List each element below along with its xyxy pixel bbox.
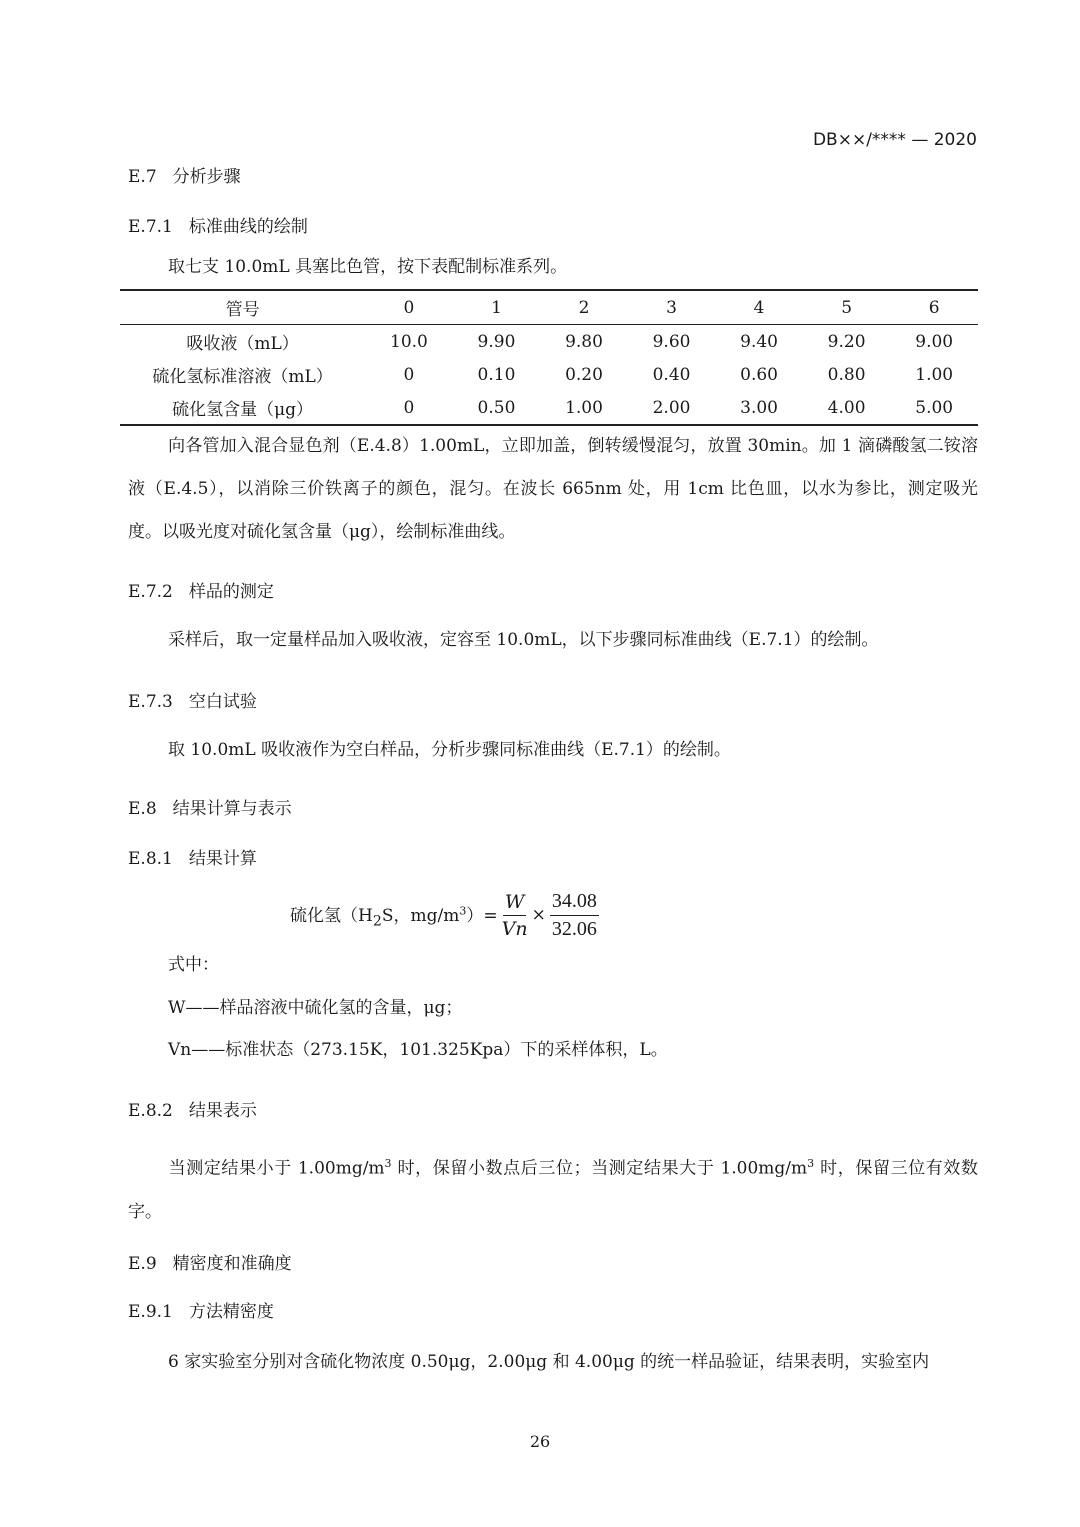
times-sign: × [531, 905, 546, 925]
heading-e81 [128, 844, 257, 869]
table-cell: 0 [403, 397, 415, 418]
section-title: 样品的测定 [188, 582, 274, 602]
section-title: 空白试验 [188, 692, 257, 712]
section-number: E.8.2 [128, 1101, 173, 1121]
numerator: 34.08 [550, 890, 599, 916]
heading-e72 [128, 577, 274, 602]
denominator: Vn [501, 917, 528, 940]
paragraph-e91-body: 6 家实验室分别对含硫化物浓度 0.50μg，2.00μg 和 4.00μg 的统一样品验证，结果表明，实验室内 [168, 1352, 930, 1372]
section-title: 结果计算与表示 [172, 799, 292, 819]
table-cell: 0 [403, 364, 415, 385]
section-number: E.7.1 [128, 217, 173, 237]
section-number: E.8.1 [128, 849, 173, 869]
table-cell: 9.80 [565, 331, 603, 352]
paragraph-e82-body: 当测定结果小于 $1.00mg/m^3$ 时，保留小数点后三位；当测定结果大于 $1.00mg/m^3$ 时，保留三位有效数字。 [128, 1157, 978, 1222]
paragraph-e71-body [128, 425, 978, 554]
heading-e9 [128, 1249, 292, 1274]
section-number: E.7 [128, 167, 157, 187]
table-header-cell: 4 [753, 297, 765, 318]
table-cell: 0.60 [740, 364, 778, 385]
section-number: E.9.1 [128, 1302, 173, 1322]
paragraph-e73-body: 取 10.0mL 吸收液作为空白样品，分析步骤同标准曲线（E.7.1）的绘制。 [168, 740, 731, 760]
heading-e7 [128, 162, 241, 187]
standard-series-table [120, 289, 978, 426]
table-header-cell: 0 [403, 297, 415, 318]
table-cell: 9.90 [477, 331, 516, 352]
section-number: E.8 [128, 799, 157, 819]
table-row [120, 358, 978, 391]
definition-w: W——样品溶液中硫化氢的含量，μg； [168, 998, 463, 1018]
table-header-row [120, 290, 978, 325]
definition-vn: Vn——标准状态（273.15K，101.325Kpa）下的采样体积，L。 [168, 1040, 668, 1060]
table-cell: 1.00 [915, 364, 954, 385]
table-cell: 3.00 [740, 397, 778, 418]
table-cell: 2.00 [652, 397, 691, 418]
section-number: E.7.2 [128, 582, 173, 602]
table-header-cell: 5 [841, 297, 853, 318]
table-header-cell: 2 [578, 297, 590, 318]
formula-lhs: 硫化氢（$H_2S$，$mg/m^3)=$ [290, 904, 498, 930]
table-cell: 0.80 [827, 364, 866, 385]
table-cell: 硫化氢含量（μg） [172, 400, 314, 420]
fraction-molar-ratio [550, 890, 599, 941]
heading-e91 [128, 1297, 274, 1322]
where-label: 式中： [168, 955, 219, 975]
table-cell: 0.40 [652, 364, 691, 385]
table-header-cell: 管号 [225, 300, 260, 320]
table-header-cell: 3 [666, 297, 677, 318]
table-cell: 9.00 [915, 331, 954, 352]
section-title: 结果表示 [188, 1101, 257, 1121]
table-cell: 0.20 [565, 364, 603, 385]
table-header-cell: 1 [491, 297, 502, 318]
document-code: DB××/**** — 2020 [812, 130, 977, 150]
fraction-w-vn [502, 891, 528, 940]
table-cell: 0.10 [477, 364, 516, 385]
heading-e82 [128, 1096, 257, 1121]
table-cell: 10.0 [390, 331, 428, 352]
table-cell: 9.40 [740, 331, 778, 352]
table-cell: 9.20 [827, 331, 866, 352]
heading-e71 [128, 212, 308, 237]
section-title: 精密度和准确度 [172, 1254, 292, 1274]
section-title: 结果计算 [188, 849, 257, 869]
section-title: 方法精密度 [188, 1302, 274, 1322]
table-intro: 取七支 10.0mL 具塞比色管，按下表配制标准系列。 [168, 257, 568, 277]
section-number: E.9 [128, 1254, 157, 1274]
table-cell: 0.50 [477, 397, 516, 418]
heading-e73 [128, 687, 257, 712]
section-title: 标准曲线的绘制 [188, 217, 308, 237]
section-number: E.7.3 [128, 692, 173, 712]
table-cell: 吸收液（mL） [186, 334, 299, 354]
page-number: 26 [529, 1432, 551, 1451]
table-cell: 5.00 [915, 397, 954, 418]
h2s-formula [290, 885, 603, 945]
table-row [120, 325, 978, 359]
table-cell: 硫化氢标准溶液（mL） [152, 367, 333, 387]
table-cell: 1.00 [565, 397, 603, 418]
table-row [120, 391, 978, 425]
denominator: 32.06 [551, 917, 597, 940]
paragraph-e72-body: 采样后，取一定量样品加入吸收液，定容至 10.0mL，以下步骤同标准曲线（E.7.1）的绘制。 [168, 630, 879, 650]
paragraph-text: 向各管加入混合显色剂（E.4.8）1.00mL，立即加盖，倒转缓慢混匀，放置 30min。加 1 滴磷酸氢二铵溶液（E.4.5），以消除三价铁离子的颜色，混匀。在波长 665nm 处，用 1cm 比色皿，以水为参比，测定吸光度。以吸光度对硫化氢含量（μg），绘制标准曲线。 [128, 436, 978, 542]
heading-e8 [128, 794, 292, 819]
table-cell: 9.60 [652, 331, 691, 352]
section-title: 分析步骤 [172, 167, 241, 187]
table-cell: 4.00 [827, 397, 866, 418]
table-header-cell: 6 [928, 297, 940, 318]
numerator: W [503, 891, 527, 916]
